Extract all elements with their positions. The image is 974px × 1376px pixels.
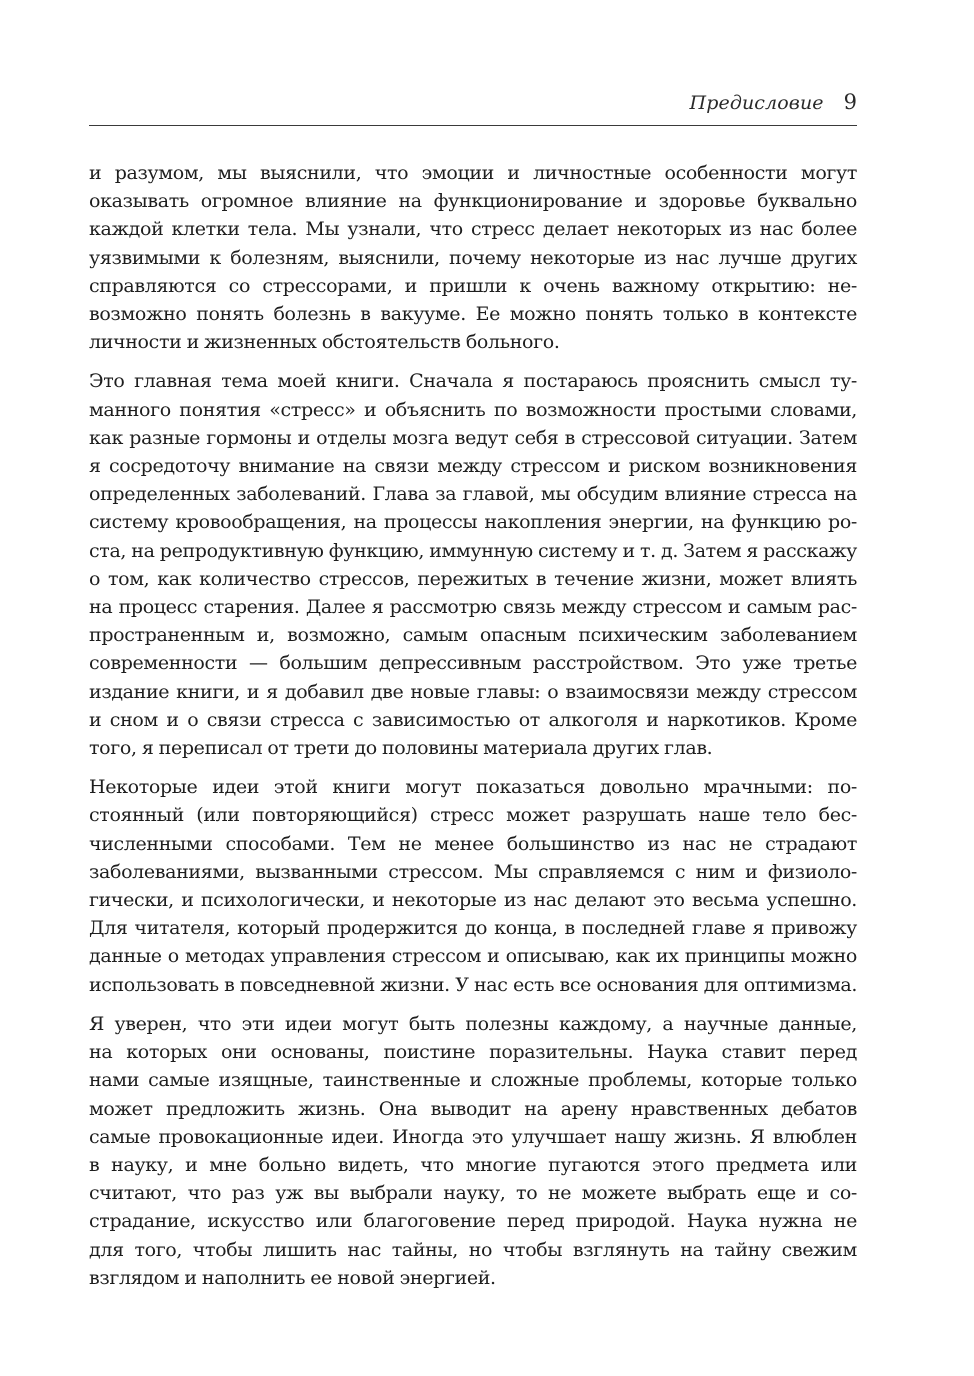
text-line: стоянный (или повторяющийся) стресс может разрушать наше тело бес- bbox=[89, 804, 857, 827]
running-title: Предисловие bbox=[689, 92, 824, 114]
text-line: того, я переписал от трети до половины материала других глав. bbox=[89, 737, 713, 760]
text-line: Для читателя, который продержится до конца, в последней главе я привожу bbox=[89, 917, 857, 940]
text-line: определенных заболеваний. Глава за главой, мы обсудим влияние стресса на bbox=[89, 483, 857, 506]
text-line: считают, что раз уж вы выбрали науку, то не можете выбрать еще и со- bbox=[89, 1182, 857, 1205]
text-line: о том, как количество стрессов, пережитых в течение жизни, может влиять bbox=[89, 567, 857, 590]
text-line: возможно понять болезнь в вакууме. Ее можно понять только в контексте bbox=[89, 303, 857, 326]
text-line: Это главная тема моей книги. Сначала я постараюсь прояснить смысл ту- bbox=[89, 370, 857, 393]
text-line: численными способами. Тем не менее большинство из нас не страдают bbox=[89, 832, 857, 855]
text-line: для того, чтобы лишить нас тайны, но чтобы взглянуть на тайну свежим bbox=[89, 1238, 857, 1261]
text-line: личности и жизненных обстоятельств больного. bbox=[89, 331, 560, 354]
text-line: на которых они основаны, поистине поразительны. Наука ставит перед bbox=[89, 1041, 857, 1064]
text-line: уязвимыми к болезням, выяснили, почему некоторые из нас лучше других bbox=[89, 246, 857, 269]
text-line: пространенным и, возможно, самым опасным психическим заболеванием bbox=[89, 624, 857, 647]
text-line: каждой клетки тела. Мы узнали, что стресс делает некоторых из нас более bbox=[89, 218, 857, 241]
text-line: может предложить жизнь. Она выводит на арену нравственных дебатов bbox=[89, 1097, 857, 1120]
text-line: и сном и о связи стресса с зависимостью от алкоголя и наркотиков. Кроме bbox=[89, 708, 857, 731]
paragraph-2 bbox=[89, 367, 857, 762]
text-line: как разные гормоны и отделы мозга ведут себя в стрессовой ситуации. Затем bbox=[89, 426, 857, 449]
text-line: заболеваниями, вызванными стрессом. Мы справляемся с ним и физиоло- bbox=[89, 860, 857, 883]
page-number: 9 bbox=[843, 90, 857, 114]
text-line: данные о методах управления стрессом и описываю, как их принципы можно bbox=[89, 945, 857, 968]
paragraph-1 bbox=[89, 159, 857, 356]
text-line: использовать в повседневной жизни. У нас есть все основания для оптимизма. bbox=[89, 973, 857, 996]
text-line: систему кровообращения, на процессы накопления энергии, на функцию ро- bbox=[89, 511, 857, 534]
text-line: в науку, и мне больно видеть, что многие пугаются этого предмета или bbox=[89, 1153, 857, 1176]
text-line: и разумом, мы выяснили, что эмоции и личностные особенности могут bbox=[89, 162, 857, 184]
paragraph-4 bbox=[89, 1010, 857, 1292]
paragraph-3 bbox=[89, 773, 857, 999]
text-line: издание книги, и я добавил две новые главы: о взаимосвязи между стрессом bbox=[89, 680, 857, 703]
text-line: Некоторые идеи этой книги могут показаться довольно мрачными: по- bbox=[89, 776, 857, 799]
header-rule bbox=[89, 125, 857, 126]
text-line: Я уверен, что эти идеи могут быть полезны каждому, а научные данные, bbox=[89, 1012, 857, 1035]
running-head bbox=[89, 88, 857, 118]
text-line: на процесс старения. Далее я рассмотрю связь между стрессом и самым рас- bbox=[89, 596, 857, 619]
text-line: справляются со стрессорами, и пришли к очень важному открытию: не- bbox=[89, 274, 857, 297]
text-line: гически, и психологически, и некоторые из нас делают это весьма успешно. bbox=[89, 889, 857, 912]
text-line: нами самые изящные, таинственные и сложные проблемы, которые только bbox=[89, 1069, 857, 1092]
text-line: манного понятия «стресс» и объяснить по возможности простыми словами, bbox=[89, 398, 857, 421]
text-line: ста, на репродуктивную функцию, иммунную систему и т. д. Затем я расскажу bbox=[89, 539, 858, 562]
text-line: оказывать огромное влияние на функционирование и здоровье буквально bbox=[89, 190, 857, 213]
text-line: я сосредоточу внимание на связи между стрессом и риском возникновения bbox=[89, 455, 857, 478]
text-line: страдание, искусство или благоговение перед природой. Наука нужна не bbox=[89, 1210, 857, 1233]
body-text bbox=[89, 159, 857, 1303]
text-line: самые провокационные идеи. Иногда это улучшает нашу жизнь. Я влюблен bbox=[89, 1125, 857, 1148]
text-line: взглядом и наполнить ее новой энергией. bbox=[89, 1266, 496, 1289]
text-line: современности — большим депрессивным расстройством. Это уже третье bbox=[89, 652, 857, 675]
